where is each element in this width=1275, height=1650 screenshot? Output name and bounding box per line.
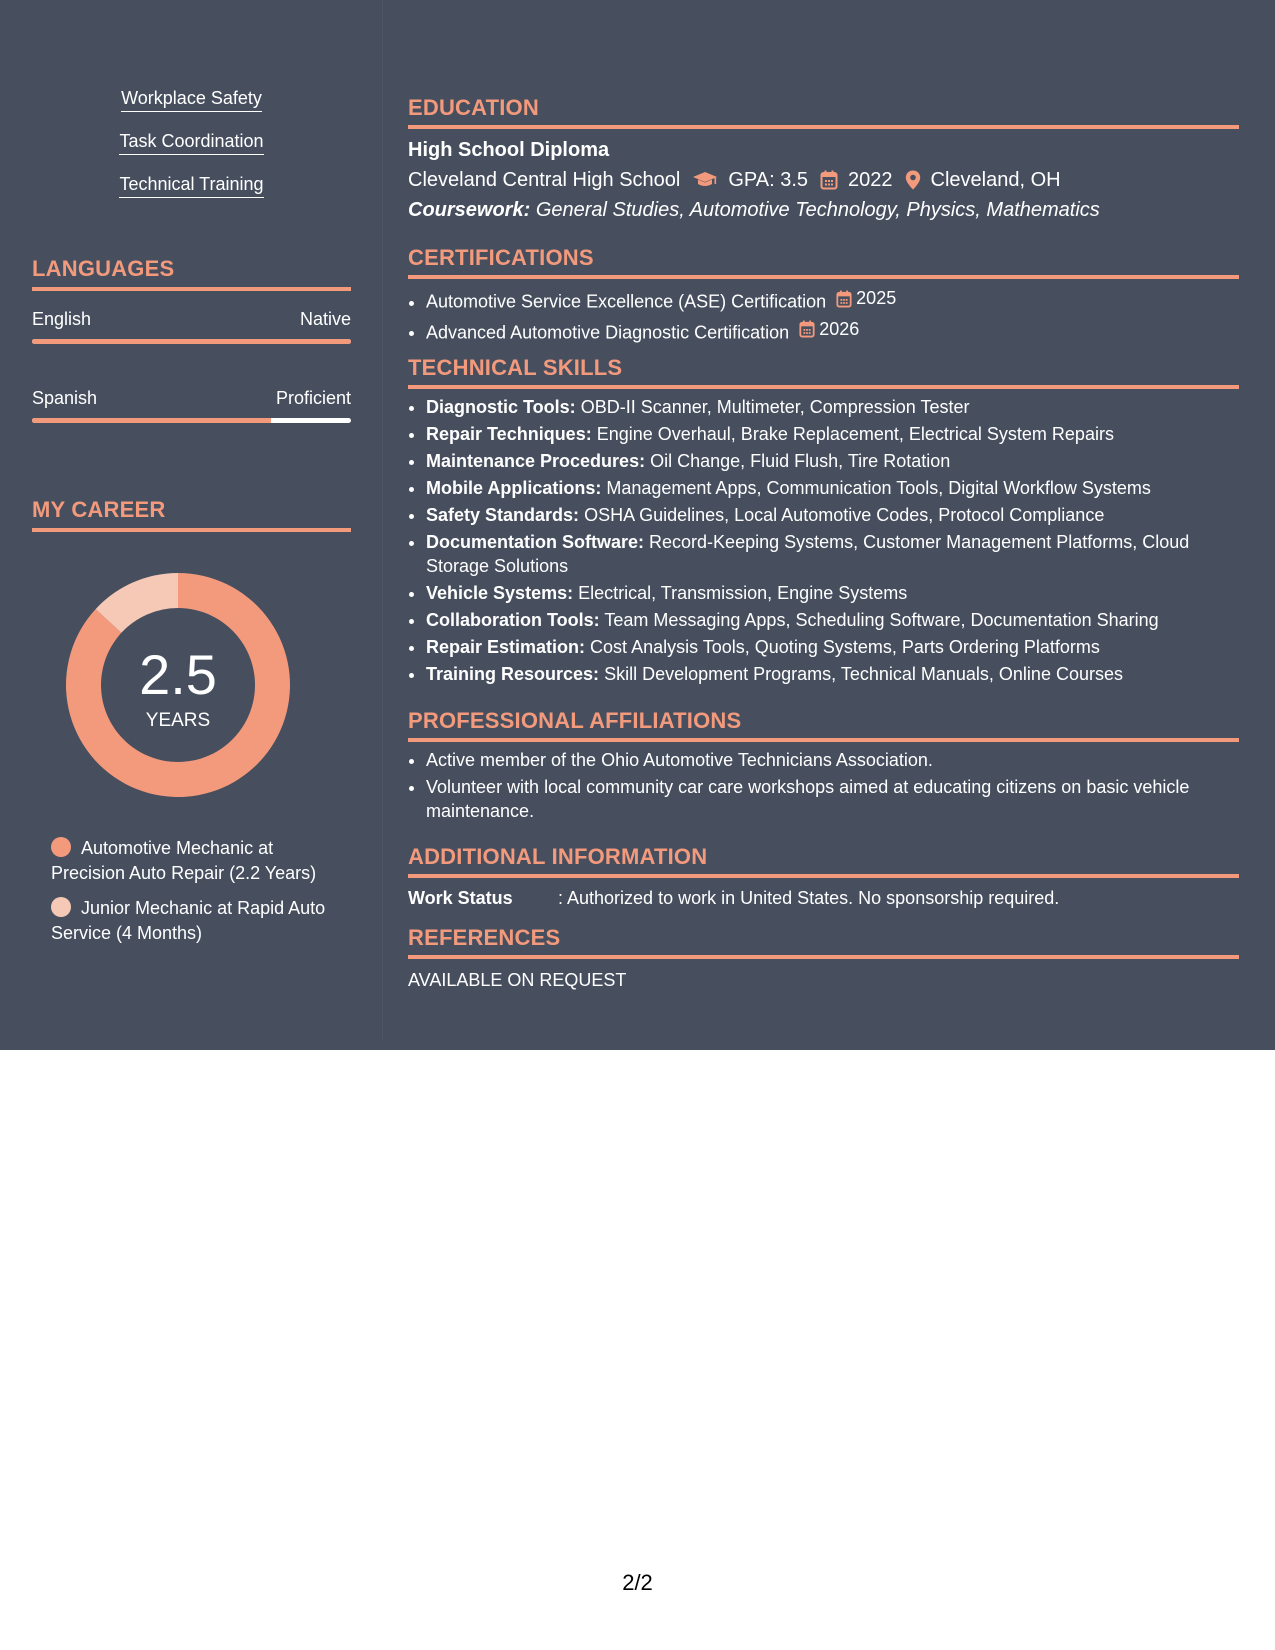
technical-skills-list <box>408 395 1239 686</box>
skill-label: Training Resources: <box>426 664 600 684</box>
work-status-label: Work Status <box>408 888 513 908</box>
list-item <box>426 476 1239 500</box>
page-number: 2/2 <box>622 1570 653 1595</box>
graduation-year: 2022 <box>848 169 893 191</box>
skill-text: OBD-II Scanner, Multimeter, Compression Tester <box>580 397 970 417</box>
skill-tag: Workplace Safety <box>121 88 262 112</box>
certifications-heading: CERTIFICATIONS <box>408 245 1239 279</box>
language-row <box>32 387 351 409</box>
certifications-section <box>408 245 1239 346</box>
language-proficiency-fill <box>32 418 271 423</box>
certification-name: Advanced Automotive Diagnostic Certification <box>426 322 790 342</box>
career-heading: MY CAREER <box>32 497 351 532</box>
skill-text: OSHA Guidelines, Local Automotive Codes, Protocol Compliance <box>584 505 1105 525</box>
work-status-value: : Authorized to work in United States. No sponsorship required. <box>558 888 1060 908</box>
references-text: AVAILABLE ON REQUEST <box>408 970 627 990</box>
legend-dot <box>51 837 71 857</box>
career-section <box>32 497 351 943</box>
skill-tag: Task Coordination <box>119 131 263 155</box>
certifications-list <box>408 285 1239 346</box>
languages-section <box>32 256 351 423</box>
degree-title: High School Diploma <box>408 139 610 161</box>
coursework-text: General Studies, Automotive Technology, Physics, Mathematics <box>535 199 1100 221</box>
affiliations-section <box>408 708 1239 826</box>
list-item <box>426 395 1239 419</box>
skill-label: Vehicle Systems: <box>426 583 574 603</box>
language-row <box>32 308 351 330</box>
skill-text: Record-Keeping Systems, Customer Management Platforms, Cloud Storage Solutions <box>426 532 1190 576</box>
languages-heading: LANGUAGES <box>32 256 351 291</box>
skill-label: Safety Standards: <box>426 505 580 525</box>
coursework-label: Coursework: <box>408 199 531 221</box>
technical-skills-section <box>408 355 1239 689</box>
school-name: Cleveland Central High School <box>408 169 681 191</box>
list-item <box>426 285 1239 316</box>
education-heading: EDUCATION <box>408 95 1239 129</box>
language-level: Native <box>299 309 351 329</box>
calendar-icon <box>799 320 815 338</box>
skill-text: Skill Development Programs, Technical Manuals, Online Courses <box>604 664 1123 684</box>
certification-year: 2025 <box>856 288 897 308</box>
certification-year: 2026 <box>819 318 860 339</box>
additional-info-section <box>408 844 1239 910</box>
skill-label: Repair Estimation: <box>426 637 586 657</box>
technical-skills-heading: TECHNICAL SKILLS <box>408 355 1239 389</box>
education-section <box>408 95 1239 223</box>
skill-tags <box>32 88 351 217</box>
legend-dot <box>51 897 71 917</box>
career-job-label: Automotive Mechanic at Precision Auto Repair (2.2 Years) <box>51 838 317 883</box>
education-details <box>408 167 1239 193</box>
work-status-row <box>408 886 1239 910</box>
skill-label: Repair Techniques: <box>426 424 592 444</box>
references-section <box>408 925 1239 992</box>
list-item <box>426 635 1239 659</box>
coursework <box>408 197 1239 223</box>
skill-text: Oil Change, Fluid Flush, Tire Rotation <box>650 451 951 471</box>
list-item <box>426 503 1239 527</box>
career-total-value: 2.5 <box>139 643 217 706</box>
career-legend-item <box>51 836 341 886</box>
references-heading: REFERENCES <box>408 925 1239 959</box>
list-item <box>426 608 1239 632</box>
language-name: Spanish <box>32 388 98 408</box>
list-item <box>426 581 1239 605</box>
affiliations-list <box>408 748 1239 823</box>
skill-label: Diagnostic Tools: <box>426 397 576 417</box>
skill-label: Mobile Applications: <box>426 478 602 498</box>
list-item <box>426 662 1239 686</box>
location-pin-icon <box>905 170 921 190</box>
column-divider <box>382 0 383 1040</box>
graduation-cap-icon <box>692 171 718 189</box>
certification-name: Automotive Service Excellence (ASE) Certification <box>426 291 827 312</box>
skill-text: Electrical, Transmission, Engine Systems <box>578 583 908 603</box>
career-donut-chart <box>66 573 290 797</box>
calendar-icon <box>820 170 838 190</box>
gpa: GPA: 3.5 <box>728 169 809 191</box>
list-item <box>426 530 1239 578</box>
career-job-label: Junior Mechanic at Rapid Auto Service (4 Months) <box>51 898 326 943</box>
career-legend <box>51 836 341 956</box>
language-name: English <box>32 309 92 329</box>
skill-label: Maintenance Procedures: <box>426 451 646 471</box>
list-item <box>426 449 1239 473</box>
calendar-icon <box>836 290 852 308</box>
additional-info-heading: ADDITIONAL INFORMATION <box>408 844 1239 878</box>
language-proficiency-bar <box>32 339 351 344</box>
list-item: • Active member of the Ohio Automotive Technicians Association. <box>426 748 1239 772</box>
language-proficiency-bar <box>32 418 351 423</box>
language-proficiency-fill <box>32 339 351 344</box>
skill-label: Documentation Software: <box>426 532 645 552</box>
skill-text: Management Apps, Communication Tools, Digital Workflow Systems <box>606 478 1151 498</box>
language-level: Proficient <box>275 388 351 408</box>
list-item <box>426 316 1239 347</box>
skill-text: Team Messaging Apps, Scheduling Software, Documentation Sharing <box>604 610 1159 630</box>
list-item: • Volunteer with local community car care workshops aimed at educating citizens on basic vehicle maintenance. <box>426 775 1239 823</box>
school-location: Cleveland, OH <box>930 169 1061 191</box>
skill-text: Cost Analysis Tools, Quoting Systems, Parts Ordering Platforms <box>590 637 1100 657</box>
career-legend-item <box>51 896 341 946</box>
skill-text: Engine Overhaul, Brake Replacement, Electrical System Repairs <box>596 424 1114 444</box>
skill-label: Collaboration Tools: <box>426 610 600 630</box>
career-total-unit: YEARS <box>145 710 211 731</box>
affiliations-heading: PROFESSIONAL AFFILIATIONS <box>408 708 1239 742</box>
list-item <box>426 422 1239 446</box>
skill-tag: Technical Training <box>119 174 263 198</box>
